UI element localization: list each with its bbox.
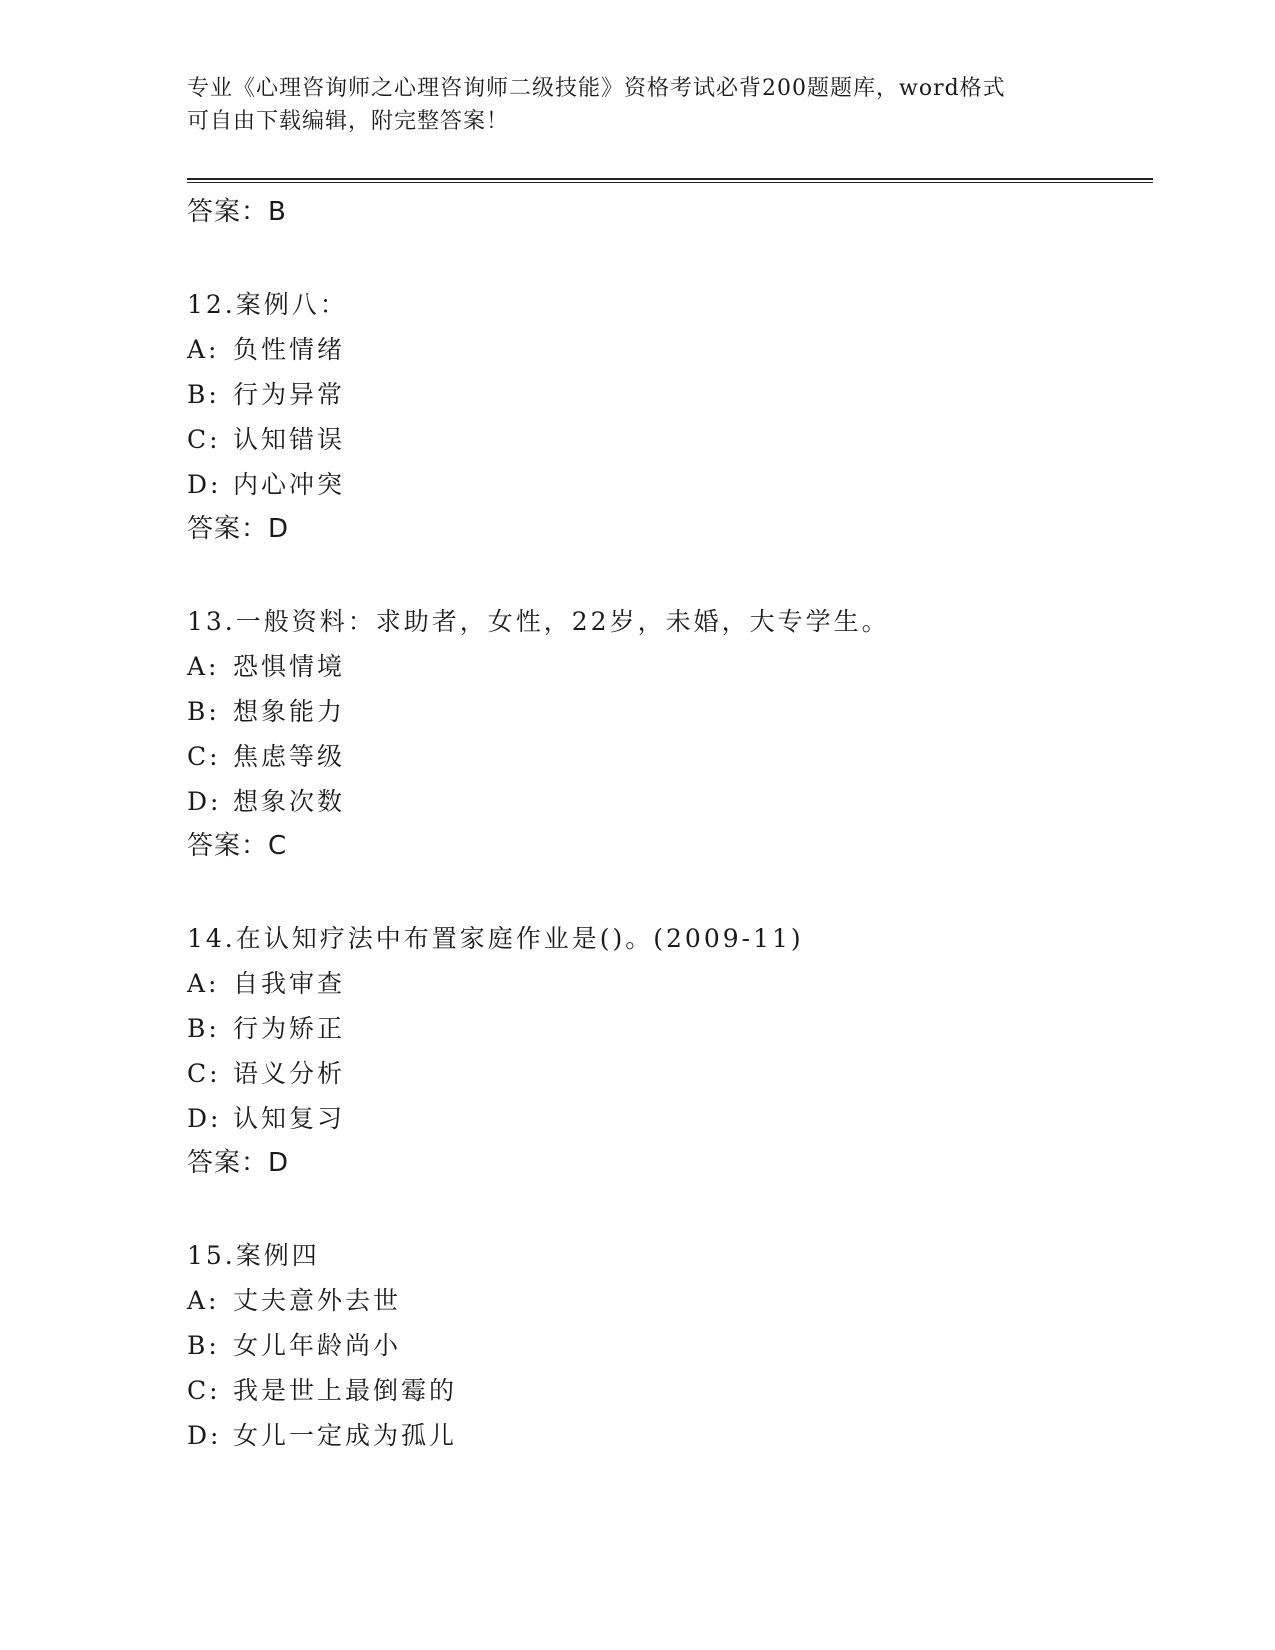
- page-header: [187, 72, 1067, 138]
- option-text: 女儿年龄尚小: [233, 1331, 402, 1360]
- question-title: 15.案例四: [187, 1241, 320, 1270]
- question-block: [187, 599, 1153, 868]
- option-letter: B:: [187, 1014, 220, 1043]
- option-letter: C:: [187, 425, 221, 454]
- option-c: [187, 1051, 1153, 1096]
- option-c: [187, 417, 1153, 462]
- option-text: 认知错误: [233, 425, 346, 454]
- answer-line: 答案：B: [187, 197, 287, 227]
- option-text: 自我审查: [233, 969, 346, 998]
- option-d: [187, 779, 1153, 824]
- option-a: [187, 1278, 1153, 1323]
- option-letter: D:: [187, 1104, 222, 1133]
- option-c: [187, 1368, 1153, 1413]
- option-d: [187, 1096, 1153, 1141]
- option-letter: A:: [187, 969, 220, 998]
- option-c: [187, 734, 1153, 779]
- question-list: [187, 190, 1153, 1458]
- option-text: 语义分析: [233, 1059, 346, 1088]
- option-letter: D:: [187, 787, 222, 816]
- option-letter: D:: [187, 470, 222, 499]
- option-text: 我是世上最倒霉的: [233, 1376, 458, 1405]
- option-text: 恐惧情境: [233, 652, 346, 681]
- option-letter: A:: [187, 335, 220, 364]
- option-letter: B:: [187, 697, 220, 726]
- option-text: 想象能力: [233, 697, 346, 726]
- option-b: [187, 1006, 1153, 1051]
- option-text: 丈夫意外去世: [233, 1286, 402, 1315]
- question-block: [187, 1233, 1153, 1458]
- option-text: 内心冲突: [233, 470, 346, 499]
- option-b: [187, 1323, 1153, 1368]
- question-block: [187, 282, 1153, 551]
- option-d: [187, 1413, 1153, 1458]
- option-letter: C:: [187, 742, 221, 771]
- question-title: 14.在认知疗法中布置家庭作业是()。(2009-11): [187, 924, 804, 953]
- option-text: 认知复习: [233, 1104, 346, 1133]
- header-divider: [187, 178, 1153, 183]
- question-title: 12.案例八：: [187, 290, 348, 319]
- option-b: [187, 689, 1153, 734]
- option-text: 行为异常: [233, 380, 346, 409]
- option-text: 行为矫正: [233, 1014, 346, 1043]
- option-letter: B:: [187, 1331, 220, 1360]
- option-letter: A:: [187, 652, 220, 681]
- option-a: [187, 327, 1153, 372]
- option-a: [187, 961, 1153, 1006]
- option-text: 焦虑等级: [233, 742, 346, 771]
- option-d: [187, 462, 1153, 507]
- option-letter: C:: [187, 1059, 221, 1088]
- answer-line: 答案：D: [187, 514, 290, 544]
- option-a: [187, 644, 1153, 689]
- option-b: [187, 372, 1153, 417]
- option-letter: D:: [187, 1421, 222, 1450]
- option-text: 负性情绪: [233, 335, 346, 364]
- option-text: 想象次数: [233, 787, 346, 816]
- option-letter: B:: [187, 380, 220, 409]
- header-line-1: 专业《心理咨询师之心理咨询师二级技能》资格考试必背200题题库，word格式: [187, 76, 1006, 101]
- header-line-2: 可自由下载编辑，附完整答案！: [187, 109, 510, 134]
- option-text: 女儿一定成为孤儿: [233, 1421, 458, 1450]
- question-title: 13.一般资料：求助者，女性，22岁，未婚，大专学生。: [187, 607, 890, 636]
- question-block: [187, 916, 1153, 1185]
- option-letter: C:: [187, 1376, 221, 1405]
- option-letter: A:: [187, 1286, 220, 1315]
- answer-line: 答案：C: [187, 831, 288, 861]
- answer-line: 答案：D: [187, 1148, 290, 1178]
